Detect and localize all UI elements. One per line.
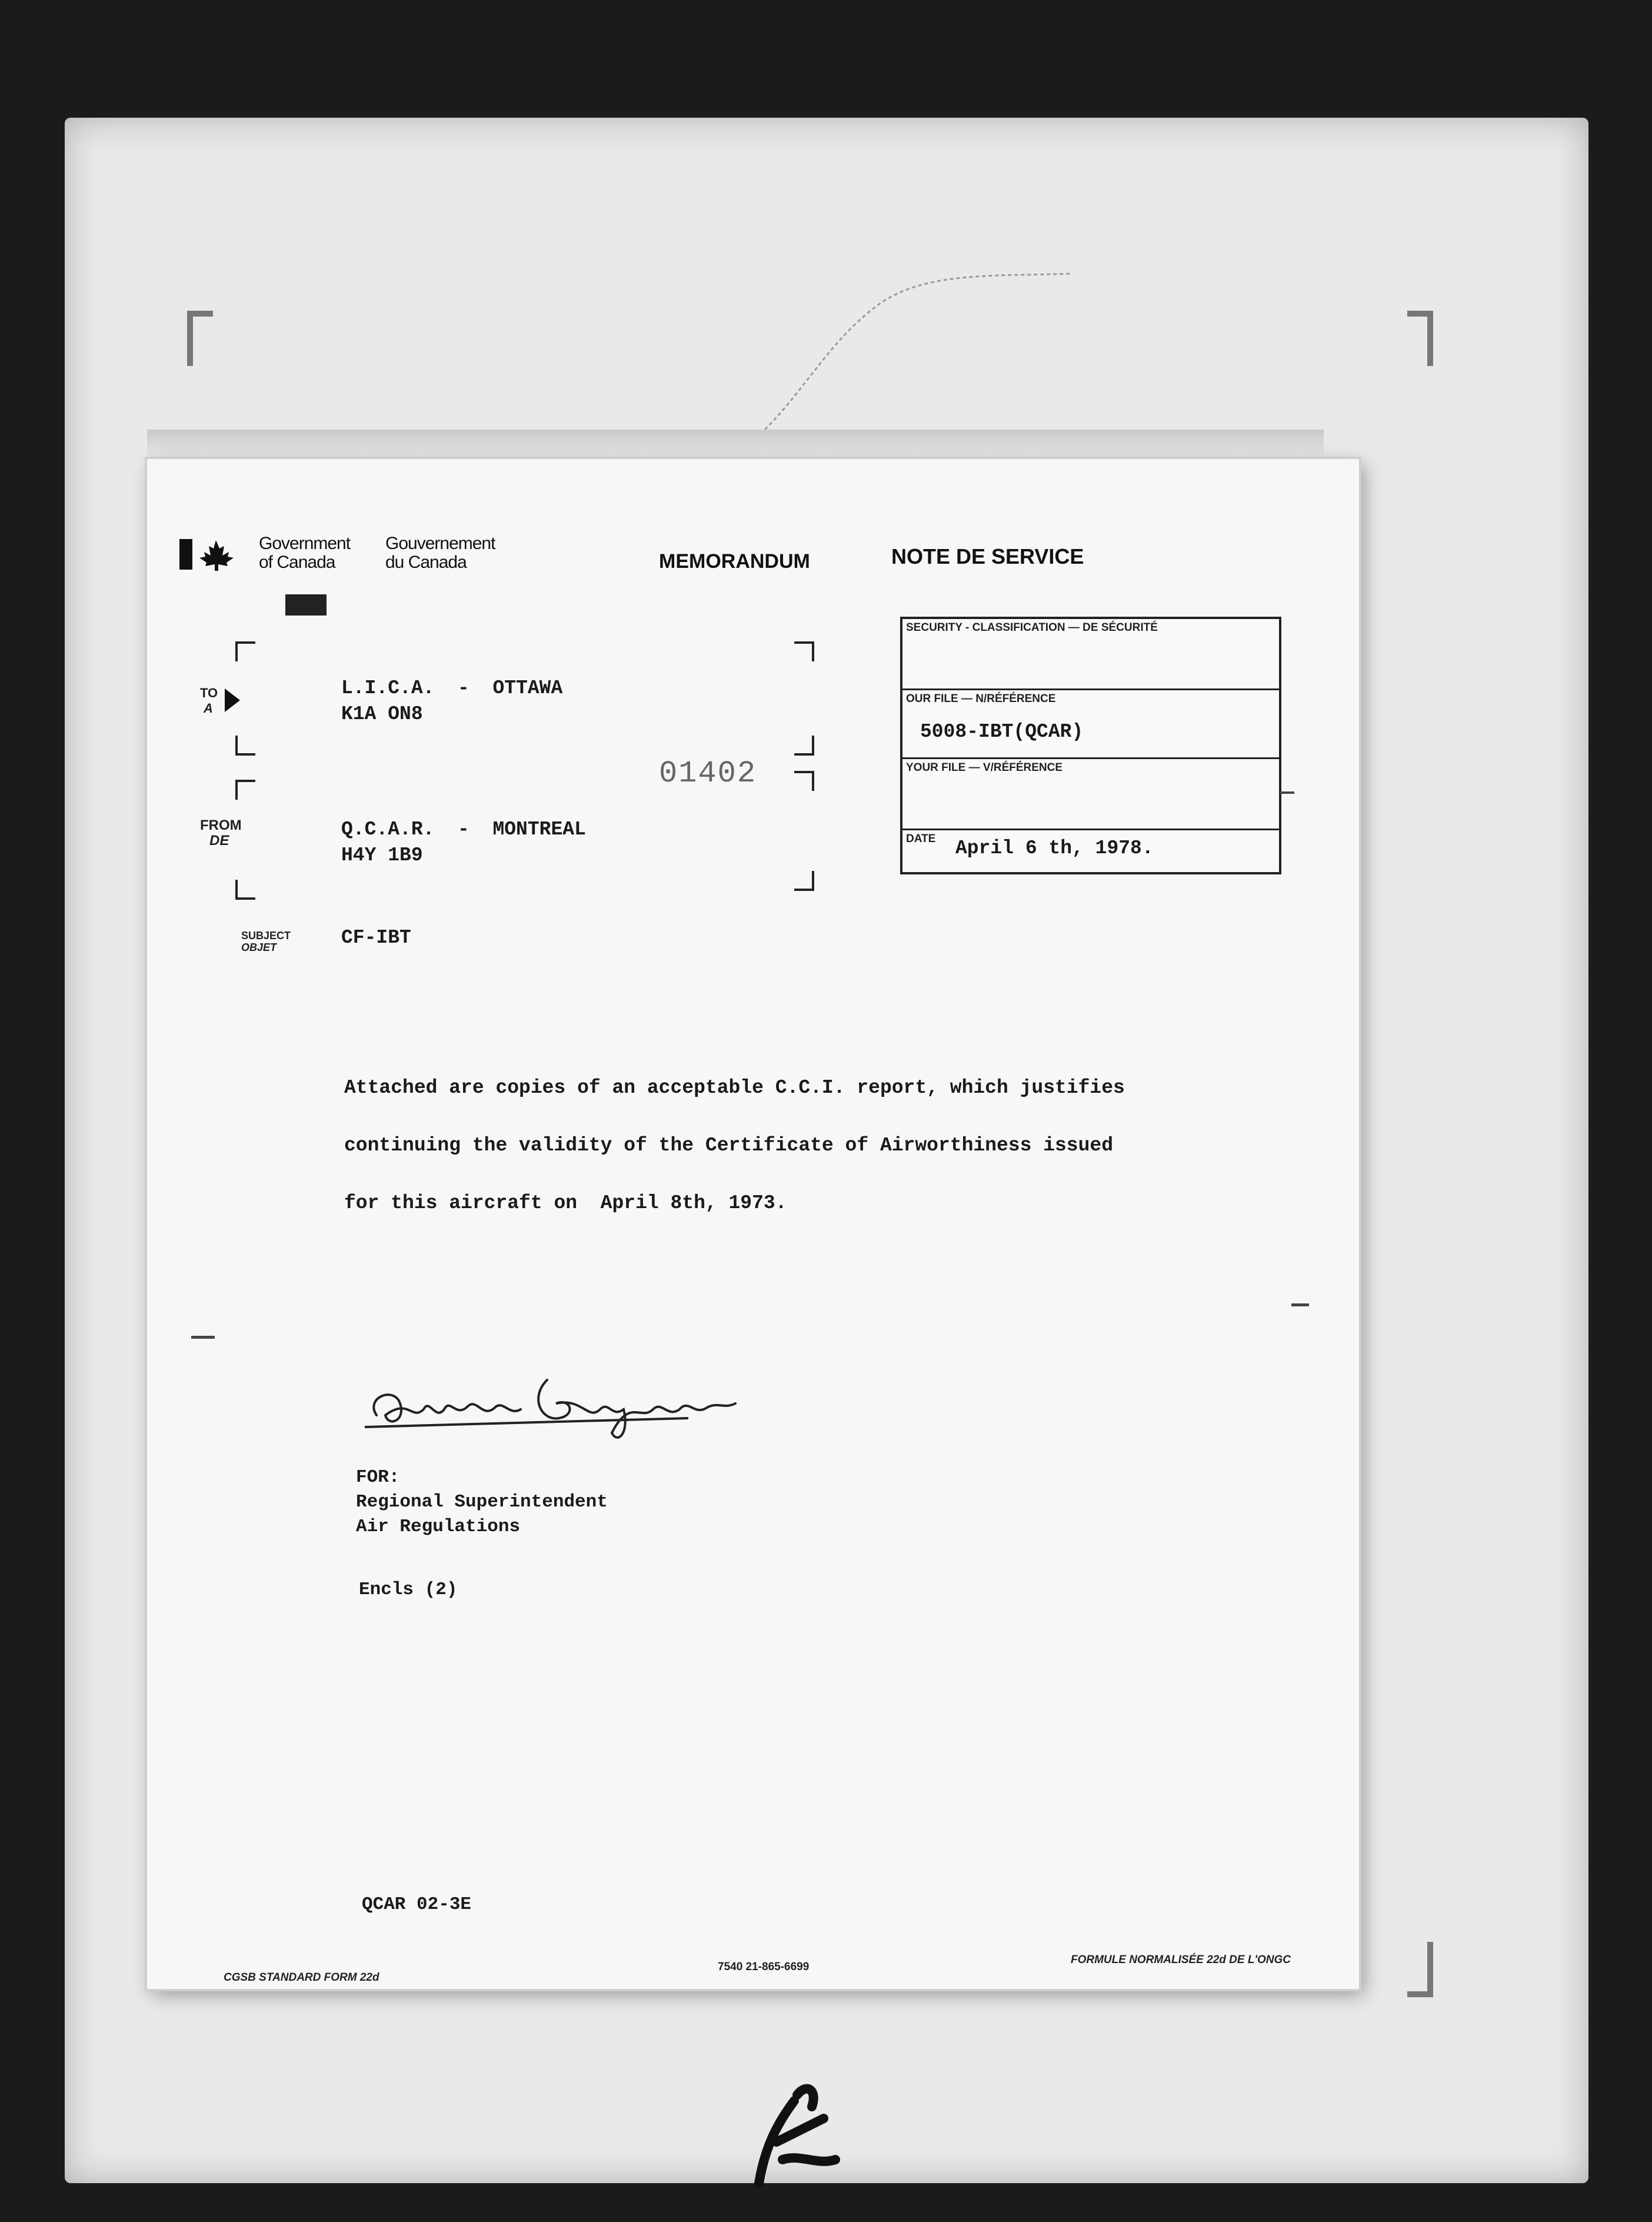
to-label: TO A [200,686,218,716]
form-code: QCAR 02-3E [362,1894,472,1915]
memo-body: Attached are copies of an acceptable C.C.I. report, which justifies continuing the validity of the Certificate of Airworthiness issued for this aircraft on April 8th, 1973. [344,1077,1125,1214]
redaction-mark [285,594,327,616]
to-bracket-top [235,641,255,661]
from-bracket-top-right [794,771,814,791]
to-arrow-icon [224,686,241,715]
edge-tick-left [191,1336,215,1339]
date-row: DATE April 6 th, 1978. [906,833,1154,859]
to-bracket-top-right [794,641,814,661]
crop-mark-top-left [187,311,213,366]
from-bracket-bottom-right [794,871,814,891]
footer-stock-number: 7540 21-865-6699 [718,1961,810,1973]
subject-value: CF-IBT [341,927,411,949]
memo-sheet [147,459,1359,1989]
scan-smudge-mark [741,2071,847,2189]
reference-box [900,617,1281,874]
from-address: Q.C.A.R. - MONTREAL H4Y 1B9 [341,819,586,866]
edge-tick-right [1291,1303,1309,1306]
from-label: FROM DE [200,817,242,849]
stamp-number: 01402 [659,756,757,791]
edge-tick-right-2 [1280,791,1294,794]
your-file-row: YOUR FILE — V/RÉFÉRENCE [902,759,1279,830]
note-de-service-title: NOTE DE SERVICE [891,544,1084,568]
canada-flag-icon [179,537,256,572]
security-row: SECURITY - CLASSIFICATION — DE SÉCURITÉ [902,619,1279,690]
memorandum-title: MEMORANDUM [659,550,810,573]
crop-mark-top-right [1407,311,1433,366]
government-of-canada-fr: Gouvernement du Canada [385,534,495,572]
footer-form-standard-fr: FORMULE NORMALISÉE 22d DE L'ONGC [1071,1954,1291,1966]
signoff-block: FOR: Regional Superintendent Air Regulations [356,1467,608,1537]
government-of-canada-en: Government of Canada [259,534,351,572]
crop-mark-bottom-right [1407,1942,1433,1997]
enclosures: Encls (2) [359,1579,458,1600]
to-address: L.I.C.A. - OTTAWA K1A ON8 [341,677,563,725]
to-bracket-bottom-right [794,736,814,756]
to-bracket-bottom [235,736,255,756]
subject-label: SUBJECT OBJET [241,930,291,953]
footer-form-standard: CGSB STANDARD FORM 22d [224,1971,379,1984]
from-bracket-bottom [235,880,255,900]
scan-scratch-mark [759,271,1077,435]
our-file-row: OUR FILE — N/RÉFÉRENCE 5008-IBT(QCAR) [902,690,1279,759]
handwritten-signature [353,1362,765,1445]
from-bracket-top [235,780,255,800]
